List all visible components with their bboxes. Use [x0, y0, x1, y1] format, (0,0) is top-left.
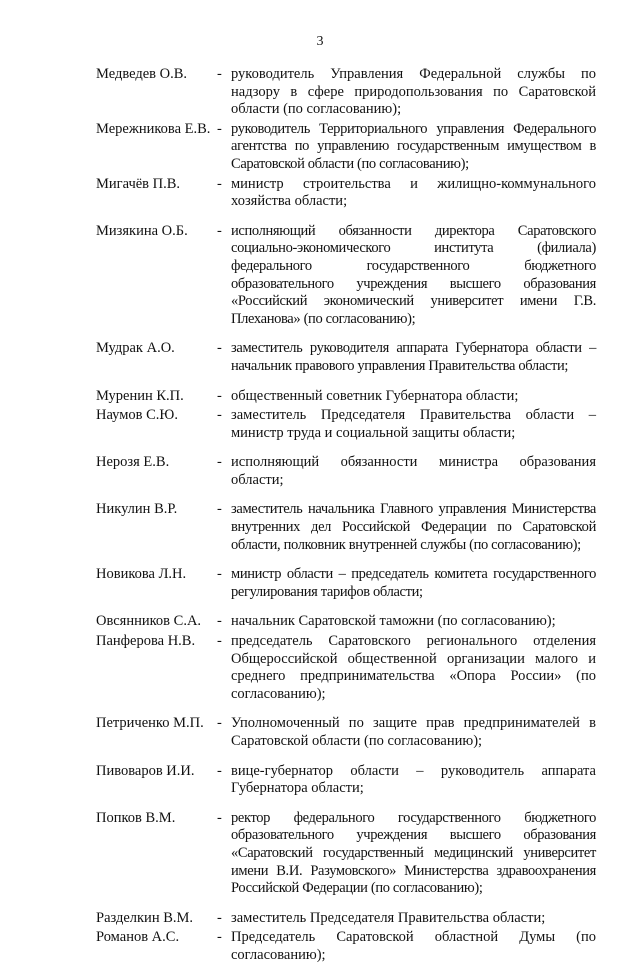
member-position: начальник Саратовской таможни (по согласованию); — [231, 613, 556, 630]
dash-separator: - — [217, 929, 222, 946]
member-position: исполняющий обязанности директора Саратовского социально-экономического института (филиала) федерального государственного бюджетного образовательного учреждения высшего образования «Российский экономический университет имени Г.В. Плеханова» (по согласованию); — [231, 222, 596, 327]
list-item — [96, 388, 596, 406]
member-position: руководитель Управления Федеральной службы по надзору в сфере природопользования по Саратовской области (по согласованию); — [231, 66, 596, 118]
member-name: Медведев О.В. — [96, 66, 188, 82]
dash-separator: - — [217, 566, 222, 583]
member-position: Председатель Саратовской областной Думы (по согласованию); — [231, 929, 596, 963]
member-position: председатель Саратовского регионального отделения Общероссийской общественной организации малого и среднего предпринимательства «Опора России» (по согласованию); — [231, 633, 596, 702]
member-position: министр области – председатель комитета государственного регулирования тарифов области; — [231, 566, 596, 600]
dash-separator: - — [217, 909, 222, 926]
list-item — [96, 66, 596, 119]
member-position: руководитель Территориального управления Федерального агентства по управлению государственным имуществом в Саратовской области (по согласованию); — [231, 120, 596, 172]
list-item — [96, 929, 596, 964]
list-item — [96, 454, 596, 489]
list-item — [96, 340, 596, 375]
dash-separator: - — [217, 633, 222, 650]
dash-separator: - — [217, 501, 222, 518]
member-name: Романов А.С. — [96, 929, 180, 946]
member-position: заместитель Председателя Правительства области; — [231, 909, 546, 926]
member-position: исполняющий обязанности министра образования области; — [231, 454, 596, 488]
list-item — [96, 176, 596, 211]
dash-separator: - — [217, 809, 222, 826]
member-name: Мережникова Е.В. — [96, 120, 211, 137]
list-item — [96, 407, 596, 442]
dash-separator: - — [217, 222, 222, 239]
member-position: заместитель начальника Главного управления Министерства внутренних дел Российской Федерации по Саратовской области, полковник внутренней службы (по согласованию); — [231, 501, 596, 553]
member-position: министр строительства и жилищно-коммунального хозяйства области; — [231, 175, 596, 210]
dash-separator: - — [217, 715, 222, 732]
member-name: Мизякина О.Б. — [96, 222, 188, 239]
member-name: Овсянников С.А. — [96, 613, 202, 630]
list-item — [96, 566, 596, 601]
member-position: ректор федерального государственного бюджетного образовательного учреждения высшего образования «Саратовский государственный медицинский университет имени В.И. Разумовского» Министерства здравоохранения Российской Федерации (по согласованию); — [231, 809, 596, 897]
member-position: заместитель Председателя Правительства области – министр труда и социальной защиты области; — [231, 407, 596, 441]
member-name: Муренин К.П. — [96, 387, 184, 404]
member-name: Панферова Н.В. — [96, 633, 196, 650]
member-name: Разделкин В.М. — [96, 909, 194, 926]
member-name: Попков В.М. — [96, 809, 176, 826]
member-name: Наумов С.Ю. — [96, 407, 178, 424]
dash-separator: - — [217, 407, 222, 424]
member-name: Новикова Л.Н. — [96, 566, 187, 583]
member-name: Мудрак А.О. — [96, 340, 175, 357]
member-name: Пивоваров И.И. — [96, 762, 195, 779]
list-item — [96, 715, 596, 750]
dash-separator: - — [217, 762, 222, 779]
dash-separator: - — [217, 454, 222, 471]
page-number: 3 — [316, 34, 324, 49]
member-name: Петриченко М.П. — [96, 715, 204, 732]
member-position: вице-губернатор области – руководитель аппарата Губернатора области; — [231, 762, 596, 797]
member-position: заместитель руководителя аппарата Губернатора области – начальник правового управления Правительства области; — [231, 340, 596, 374]
list-item — [96, 613, 596, 631]
dash-separator: - — [217, 66, 222, 82]
member-name: Мигачёв П.В. — [96, 175, 181, 192]
member-name: Нерозя Е.В. — [96, 454, 170, 471]
member-position: общественный советник Губернатора области; — [231, 387, 519, 404]
member-name: Никулин В.Р. — [96, 501, 178, 518]
dash-separator: - — [217, 387, 222, 404]
dash-separator: - — [217, 120, 222, 137]
list-item — [96, 763, 596, 798]
dash-separator: - — [217, 613, 222, 630]
list-item — [96, 223, 596, 329]
list-item — [96, 810, 596, 898]
member-list — [96, 66, 596, 965]
list-item — [96, 501, 596, 554]
dash-separator: - — [217, 175, 222, 192]
dash-separator: - — [217, 340, 222, 357]
member-position: Уполномоченный по защите прав предпринимателей в Саратовской области (по согласованию); — [231, 715, 596, 749]
list-item — [96, 633, 596, 703]
list-item — [96, 910, 596, 928]
list-item — [96, 121, 596, 174]
